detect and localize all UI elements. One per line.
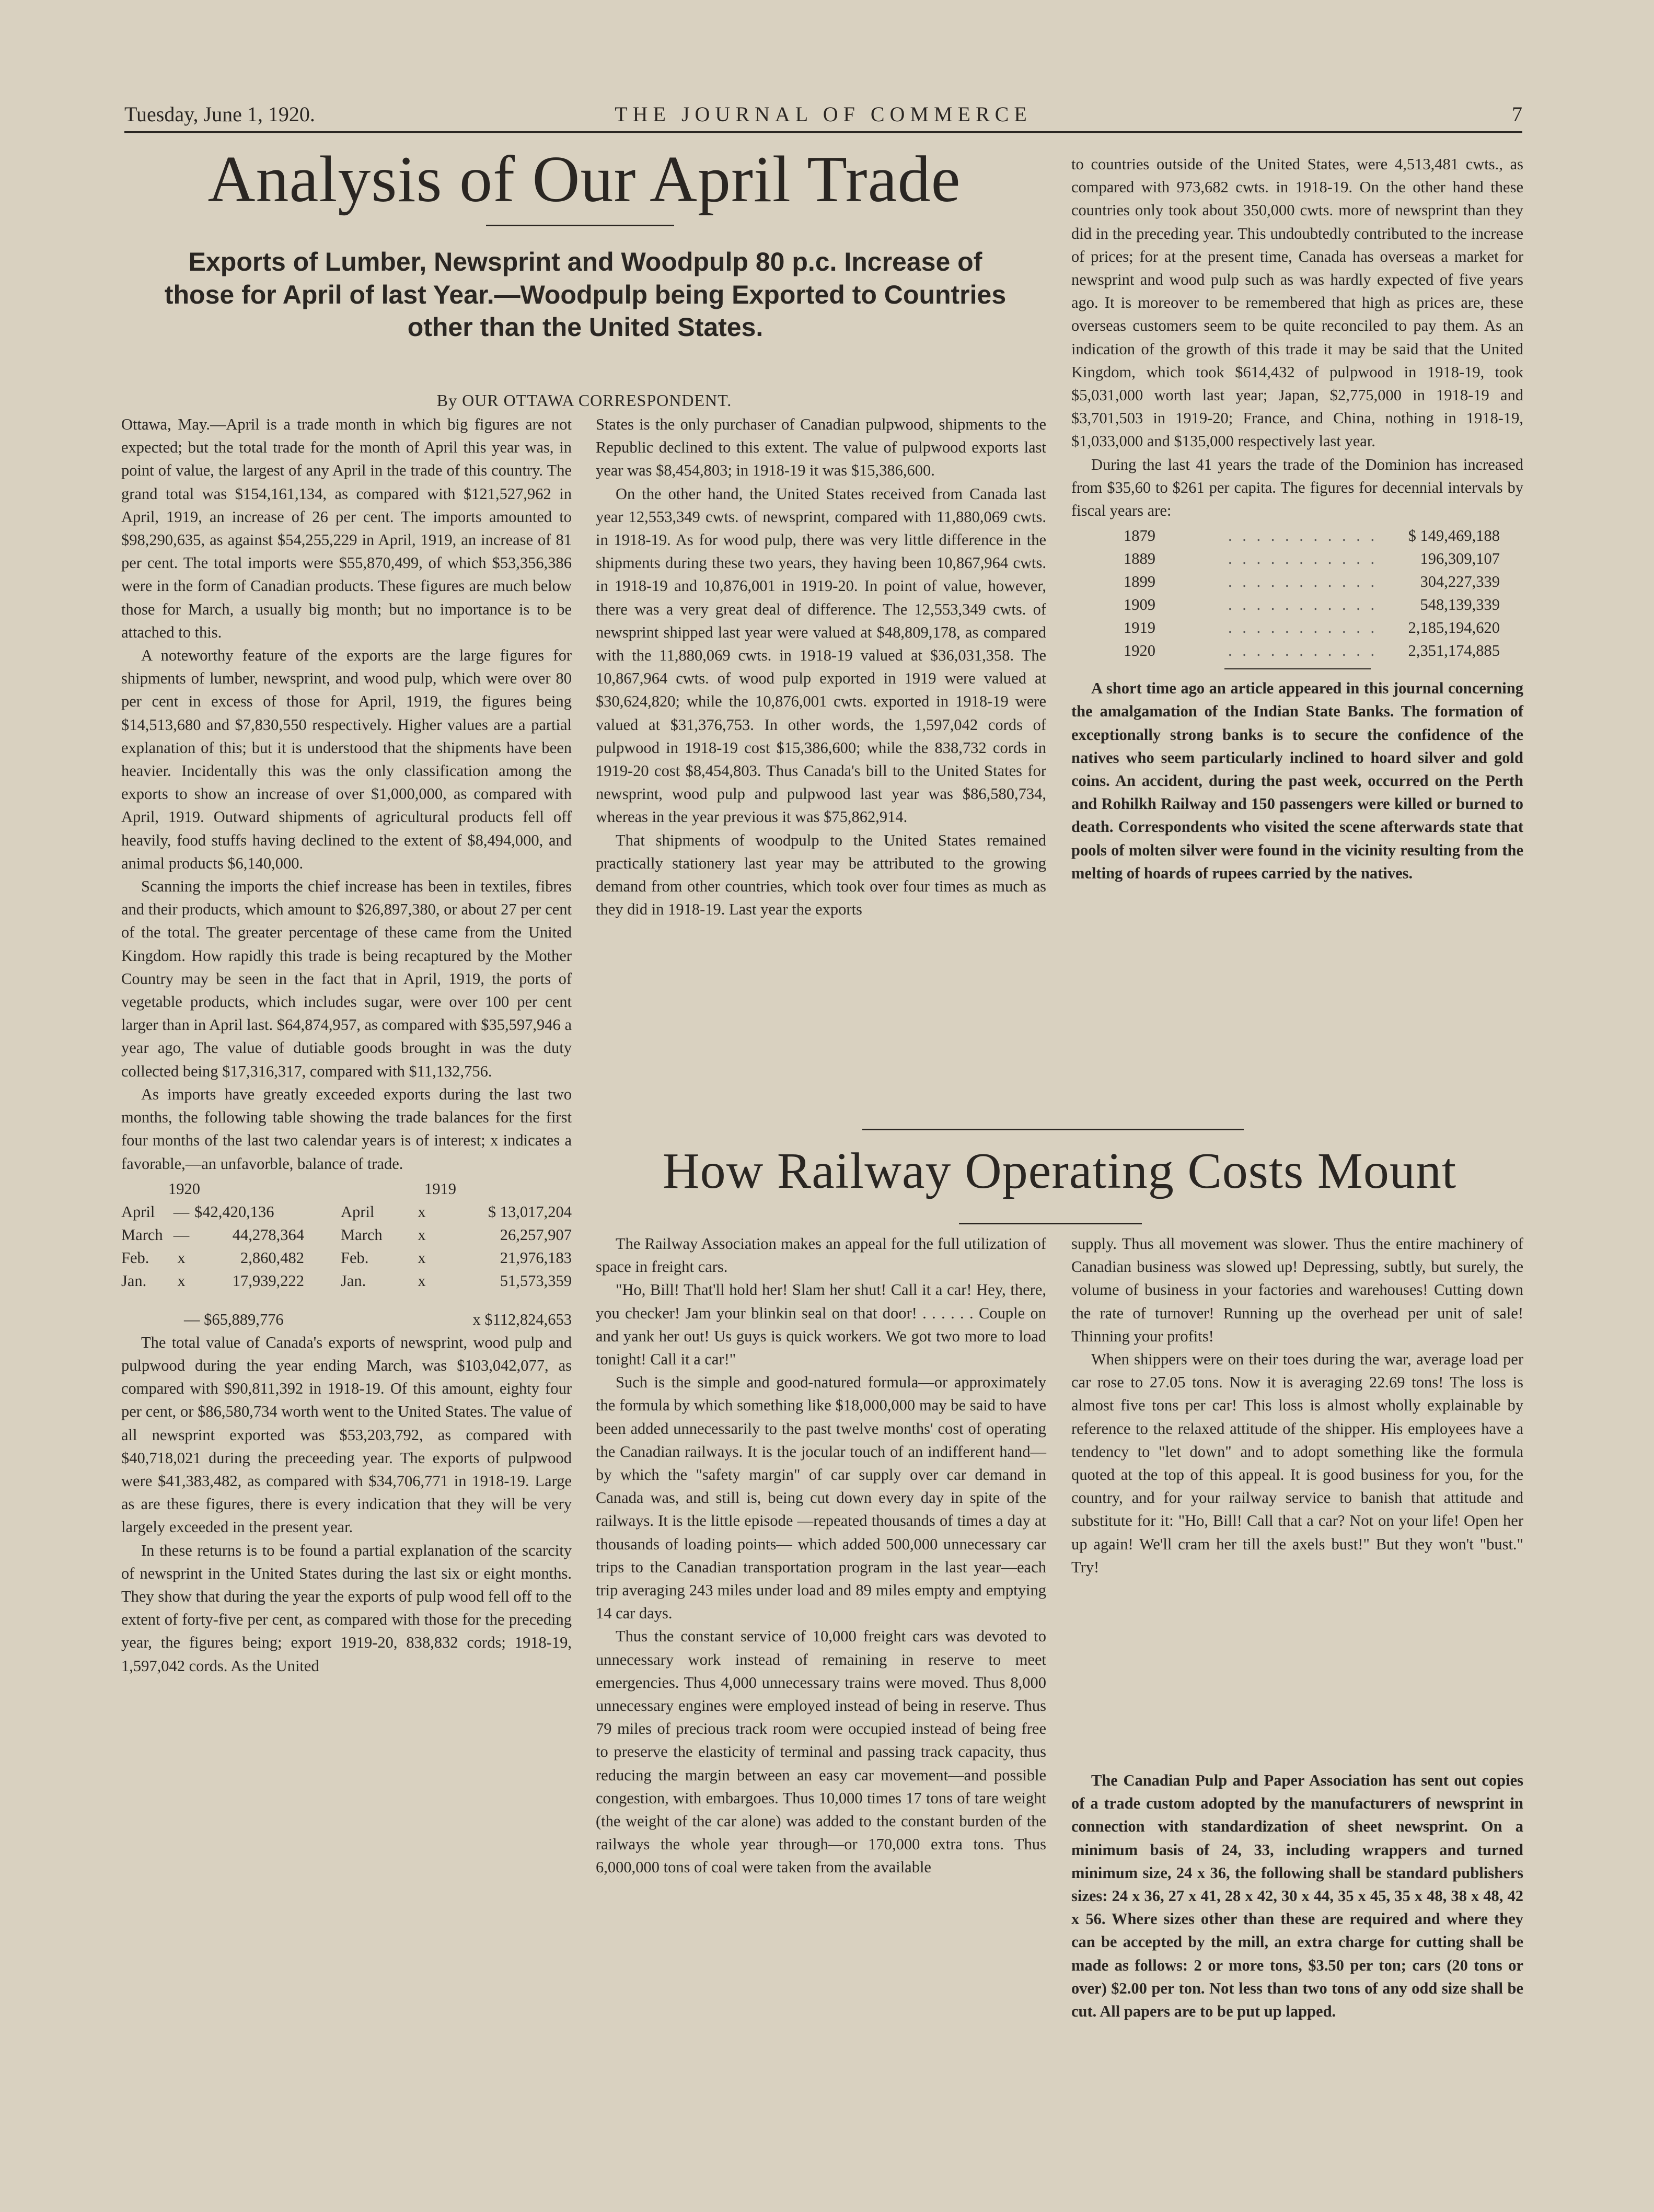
paragraph: In these returns is to be found a partial explanation of the scarcity of newsprint in the United States during the last six or eight months. They show that during the year the exports of pulp wood fell off to the extent of forty-five per cent, as compared with those for the preceding year, the figures being; export 1919-20, 838,832 cords; 1918-19, 1,597,042 cords. As the United <box>121 1541 572 1675</box>
paragraph: As imports have greatly exceeded exports during the last two months, the following table showing the trade balances for the first four months of the last two calendar years is of interest; x indicates a favorable,—an unfavorble, balance of trade. <box>121 1085 572 1173</box>
table-cell: 1920 <box>1124 642 1155 660</box>
table-row: 1899 . . . . . . . . . . . 304,227,339 <box>1124 570 1500 593</box>
pulp-paper-notice <box>1071 1769 1523 2023</box>
table-row: 1909 . . . . . . . . . . . 548,139,339 <box>1124 593 1500 616</box>
table-cell: 17,939,222 <box>232 1271 304 1290</box>
paragraph: States is the only purchaser of Canadian pulpwood, shipments to the Republic declined to this extent. The value of pulpwood exports last year was $8,454,803; in 1918-19 it was $15,386,600. <box>596 415 1046 480</box>
headline-rule <box>486 225 674 226</box>
table-cell: 26,257,907 <box>500 1225 572 1244</box>
table-row <box>121 1246 572 1269</box>
table-cell: Feb. <box>121 1248 149 1267</box>
table-cell: — <box>173 1225 190 1244</box>
table-year-1920: 1920 <box>168 1179 200 1198</box>
decennial-table <box>1124 524 1500 662</box>
table-cell: 2,351,174,885 <box>1408 642 1500 660</box>
table-cell: April <box>341 1202 375 1221</box>
paragraph: supply. Thus all movement was slower. Thus the entire machinery of Canadian business was slowed up! Depressing, subtly, but surely, the volume of business in your factories and warehouses! Cutting down the rate of turnover! Running up the overhead per unit of sale! Thinning your profits! <box>1071 1235 1523 1345</box>
issue-date: Tuesday, June 1, 1920. <box>124 102 315 126</box>
table-cell: 1909 <box>1124 596 1155 614</box>
article-deck: Exports of Lumber, Newsprint and Woodpulp 80 p.c. Increase of those for April of last Year.—Woodpulp being Exported to Countries other than the United States. <box>164 247 1007 342</box>
railway-column-2 <box>1071 1232 1523 1579</box>
table-cell: $ 13,017,204 <box>488 1202 572 1221</box>
paragraph: That shipments of woodpulp to the United States remained practically stationery last year may be attributed to the growing demand from other countries, which took over four times as much as they did in 1918-19. Last year the exports <box>596 831 1046 919</box>
trade-balance-table <box>121 1177 572 1331</box>
table-total-1919: x $112,824,653 <box>472 1310 572 1328</box>
article-byline: By OUR OTTAWA CORRESPONDENT. <box>436 391 732 410</box>
table-cell: $ 149,469,188 <box>1408 527 1500 545</box>
table-cell: 1889 <box>1124 550 1155 568</box>
railway-column-1 <box>596 1232 1046 1879</box>
table-year-1919: 1919 <box>424 1179 456 1198</box>
table-row: 1879 . . . . . . . . . . . $ 149,469,188 <box>1124 524 1500 547</box>
table-header-row <box>121 1177 572 1200</box>
paragraph: The Railway Association makes an appeal for the full utilization of space in freight cars. <box>596 1235 1046 1276</box>
paragraph: On the other hand, the United States received from Canada last year 12,553,349 cwts. of newsprint, compared with 11,880,069 cwts. in 1918-19. As for wood pulp, there was very little difference in the shipments during these two years, they having been 10,867,964 cwts. in 1918-19 and 10,876,001 in 1919-20. In point of value, however, there was a very great deal of difference. The 12,553,349 cwts. of newsprint shipped last year were valued at $48,809,178, as compared with the 11,880,069 cwts. in 1918-19 valued at $36,031,358. The 10,867,964 cwts. of wood pulp exported in 1919 were valued at $30,624,820; while the 10,876,001 cwts. exported in 1918-19 were valued at $31,376,753. In other words, the 1,597,042 cords of pulpwood in 1918-19 cost $15,386,600; while the 838,732 cords in 1919-20 cost $8,454,803. Thus Canada's bill to the United States for newsprint, wood pulp and pulpwood last year was $86,580,734, whereas in the year previous it was $75,862,914. <box>596 484 1046 826</box>
table-cell: 1919 <box>1124 619 1155 637</box>
paragraph: Thus the constant service of 10,000 freight cars was devoted to unnecessary work instead of remaining in reserve to meet emergencies. Thus 4,000 unnecessary trains were moved. Thus 8,000 unnecessary engines were employed instead of being in reserve. Thus 79 miles of precious track room were occupied instead of being free to preserve the elasticity of terminal and passing track capacity, thus reducing the margin between an easy car movement—and possible congestion, with embargoes. Thus 10,000 times 17 tons of tare weight (the weight of the car alone) was added to the constant burden of the railways the whole year through—or 170,000 extra tons. Thus 6,000,000 tons of coal were taken from the available <box>596 1627 1046 1877</box>
table-cell: 2,185,194,620 <box>1408 619 1500 637</box>
table-cell: x <box>177 1248 186 1267</box>
section-rule <box>1224 668 1371 669</box>
table-cell: x <box>177 1271 186 1290</box>
table-cell: 548,139,339 <box>1420 596 1500 614</box>
table-cell: March <box>121 1225 163 1244</box>
paragraph: During the last 41 years the trade of the Dominion has increased from $35,60 to $261 per capita. The figures for decennial intervals by fiscal years are: <box>1071 455 1523 520</box>
table-cell: 1899 <box>1124 573 1155 591</box>
article-headline: Analysis of Our April Trade <box>207 143 961 216</box>
table-cell: x <box>418 1271 426 1290</box>
table-row: 1920 . . . . . . . . . . . 2,351,174,885 <box>1124 639 1500 662</box>
paragraph: Such is the simple and good-natured formula—or approximately the formula by which something like $18,000,000 may be said to have been added unnecessarily to the past twelve months' cost of operating the Canadian railways. It is the jocular touch of an indifferent hand—by which the "safety margin" of car supply over car demand in Canada was, and still is, being cut down every day in spite of the railways. It is the little episode —repeated thousands of times a day at thousands of loading points— which added 500,000 unnecessary car trips to the Canadian transportation program in the last year—each trip averaging 243 miles under load and 89 miles empty and emptying 14 car days. <box>596 1373 1046 1623</box>
table-row <box>121 1200 572 1223</box>
page-number: 7 <box>1512 102 1522 126</box>
table-total-row <box>121 1308 572 1331</box>
table-row <box>121 1223 572 1246</box>
table-cell: $42,420,136 <box>194 1202 274 1221</box>
table-cell: 21,976,183 <box>500 1248 572 1267</box>
table-cell: 2,860,482 <box>240 1248 304 1267</box>
paragraph: A short time ago an article appeared in this journal concerning the amalgamation of the Indian State Banks. The formation of exceptionally strong banks is to secure the confidence of the natives who seem particularly inclined to hoard silver and gold coins. An accident, during the past week, occurred on the Perth and Rohilkh Railway and 150 passengers were killed or burned to death. Correspondents who visited the scene afterwards state that pools of molten silver were found in the vicinity resulting from the melting of hoards of rupees carried by the natives. <box>1071 679 1523 882</box>
table-row: 1919 . . . . . . . . . . . 2,185,194,620 <box>1124 616 1500 639</box>
paragraph: When shippers were on their toes during the war, average load per car rose to 27.05 tons. Now it is averaging 22.69 tons! The loss is almost five tons per car! This loss is almost wholly explainable by reference to the relaxed attitude of the shipper. His employees have a tendency to "let down" and to adopt something like the formula quoted at the top of this appeal. It is good business for you, for the country, and for your railway service to banish that attitude and substitute for it: "Ho, Bill! Call that a car? Not on your life! Open her up again! We'll cram her till the axels bust!" But they won't "bust." Try! <box>1071 1350 1523 1576</box>
paragraph: The total value of Canada's exports of newsprint, wood pulp and pulpwood during the year ending March, was $103,042,077, as compared with $90,811,392 in 1918-19. Of this amount, eighty four per cent, or $86,580,734 worth went to the United States. The value of all newsprint exported was $53,203,792, as compared with $40,718,021 during the preceeding year. The exports of pulpwood were $41,383,482, as compared with $34,706,771 in 1918-19. Large as are these figures, there is every indication that they will be very largely exceeded in the present year. <box>121 1333 572 1536</box>
table-cell: 1879 <box>1124 527 1155 545</box>
article-separator <box>862 1129 1244 1130</box>
table-cell: Feb. <box>341 1248 369 1267</box>
table-cell: 304,227,339 <box>1420 573 1500 591</box>
article-column-2 <box>596 413 1046 921</box>
table-cell: March <box>341 1225 383 1244</box>
paragraph: Scanning the imports the chief increase has been in textiles, fibres and their products, which amount to $26,897,380, or about 27 per cent of the total. The greater percentage of these came from the United Kingdom. How rapidly this trade is being recaptured by the Mother Country may be seen in the fact that in April, 1919, the ports of vegetable products, which includes sugar, were over 100 per cent larger than in April last. $64,874,957, as compared with $35,597,946 a year ago, The value of dutiable goods brought in was the duty collected being $17,316,317, compared with $11,132,756. <box>121 877 572 1080</box>
table-cell: — <box>173 1202 190 1221</box>
paragraph: to countries outside of the United States, were 4,513,481 cwts., as compared with 973,682 cwts. in 1918-19. On the other hand these countries only took about 350,000 cwts. more of newsprint than they did in the preceding year. This undoubtedly contributed to the increase of prices; for at the present time, Canada has overseas a market for newsprint and wood pulp such as was hardly expected of five years ago. It is moreover to be remembered that high as prices are, these overseas customers seem to be quite reconciled to pay them. As an indication of the growth of this trade it may be said that the United Kingdom, which took $614,432 of pulpwood in 1918-19, took $5,031,000 worth last year; Japan, $2,775,000 in 1918-19 and $3,701,503 in 1919-20; France, and China, nothing in 1918-19, $1,033,000 and $135,000 respectively last year. <box>1071 155 1523 450</box>
table-cell: 44,278,364 <box>232 1225 304 1244</box>
table-cell: 196,309,107 <box>1420 550 1500 568</box>
table-cell: April <box>121 1202 155 1221</box>
table-cell: 51,573,359 <box>500 1271 572 1290</box>
table-cell: Jan. <box>341 1271 366 1290</box>
table-row: 1889 . . . . . . . . . . . 196,309,107 <box>1124 547 1500 570</box>
paragraph: Ottawa, May.—April is a trade month in which big figures are not expected; but the total trade for the month of April this year was, in point of value, the largest of any April in the trade of this country. The grand total was $154,161,134, as compared with $121,527,962 in April, 1919, an increase of 26 per cent. The imports amounted to $98,290,635, as against $54,255,229 in April, 1919, an increase of 81 per cent. The total imports were $55,870,499, of which $53,356,386 were in the form of Canadian products. These figures are much below those for March, a usually big month; but no importance is to be attached to this. <box>121 415 572 641</box>
table-cell: Jan. <box>121 1271 147 1290</box>
headline-rule <box>959 1223 1142 1224</box>
table-cell: x <box>418 1202 426 1221</box>
article-column-1 <box>121 413 572 1677</box>
publication-title: THE JOURNAL OF COMMERCE <box>615 102 1032 126</box>
paragraph: The Canadian Pulp and Paper Association has sent out copies of a trade custom adopted by the manufacturers of newsprint in connection with standardization of sheet newsprint. On a minimum basis of 24, 33, including wrappers and turned minimum size, 24 x 36, the following shall be standard publishers sizes: 24 x 36, 27 x 41, 28 x 42, 30 x 44, 35 x 45, 35 x 48, 38 x 48, 42 x 56. Where sizes other than these are required and where they can be accepted by the mill, an extra charge for cutting shall be made as follows: 2 or more tons, $3.50 per ton; cars (20 tons or over) $2.00 per ton. Not less than two tons of any odd size shall be cut. All papers are to be put up lapped. <box>1071 1771 1523 2021</box>
table-row <box>121 1269 572 1292</box>
paragraph: A noteworthy feature of the exports are the large figures for shipments of lumber, newsprint, and wood pulp, which were over 80 per cent in excess of those for April, 1919, the figures being $14,513,680 and $7,830,550 respectively. Higher values are a partial explanation of this; but it is understood that the shipments have been heavier. Incidentally this was the only classification among the exports to show an increase of over $1,000,000, as compared with April, 1919. Outward shipments of agricultural products fell off heavily, food stuffs having declined to the extent of $8,494,000, and animal products $6,140,000. <box>121 646 572 872</box>
article-column-3 <box>1071 153 1523 885</box>
table-cell: x <box>418 1248 426 1267</box>
article-headline: How Railway Operating Costs Mount <box>662 1143 1457 1199</box>
running-head <box>124 102 1522 133</box>
paragraph: "Ho, Bill! That'll hold her! Slam her shut! Call it a car! Hey, there, you checker! Jam your blinkin seal on that door! . . . . . . Couple on and yank her out! Us guys is quick workers. We got two more to load tonight! Call it a car!" <box>596 1281 1046 1369</box>
table-total-1920: — $65,889,776 <box>184 1310 284 1328</box>
table-cell: x <box>418 1225 426 1244</box>
